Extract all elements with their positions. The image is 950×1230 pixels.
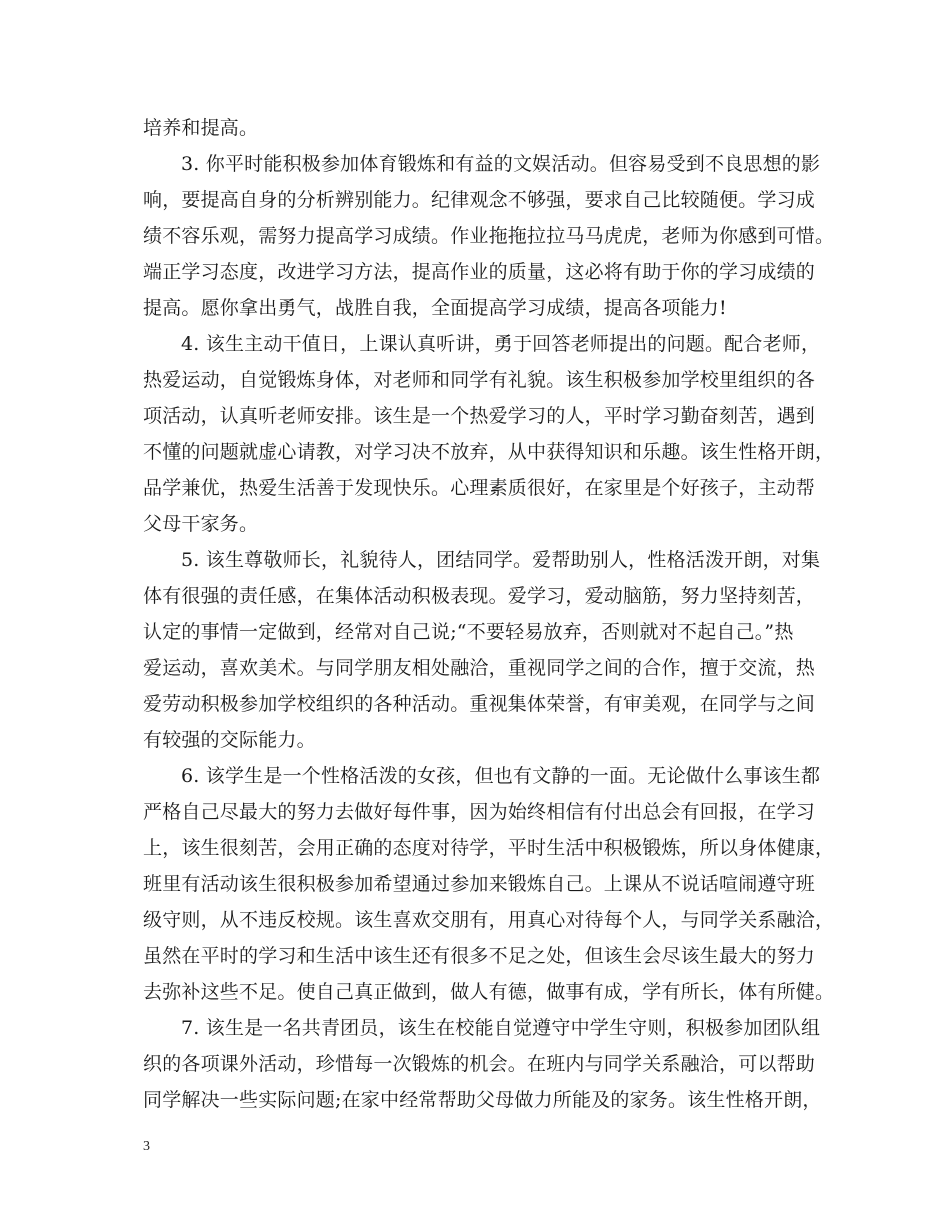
page-number: 3: [143, 1139, 150, 1154]
text-line: 不懂的问题就虚心请教，对学习决不放弃，从中获得知识和乐趣。该生性格开朗，: [143, 441, 835, 463]
text-line: 7. 该生是一名共青团员，该生在校能自觉遵守中学生守则，积极参加团队组: [181, 1017, 821, 1039]
text-line: 热爱运动，自觉锻炼身体，对老师和同学有礼貌。该生积极参加学校里组织的各: [143, 369, 816, 391]
text-line: 虽然在平时的学习和生活中该生还有很多不足之处，但该生会尽该生最大的努力: [143, 945, 816, 967]
text-line: 4. 该生主动干值日，上课认真听讲，勇于回答老师提出的问题。配合老师，: [181, 333, 821, 355]
text-line: 培养和提高。: [143, 117, 259, 139]
text-line: 爱运动，喜欢美术。与同学朋友相处融洽，重视同学之间的合作，擅于交流，热: [143, 657, 816, 679]
text-line: 体有很强的责任感，在集体活动积极表现。爱学习，爱动脑筋，努力坚持刻苦，: [143, 585, 816, 607]
text-line: 班里有活动该生很积极参加希望通过参加来锻炼自己。上课从不说话喧闹遵守班: [143, 873, 816, 895]
text-line: 爱劳动积极参加学校组织的各种活动。重视集体荣誉，有审美观，在同学与之间: [143, 693, 816, 715]
text-line: 去弥补这些不足。使自己真正做到，做人有德，做事有成，学有所长，体有所健。: [143, 981, 835, 1003]
text-line: 严格自己尽最大的努力去做好每件事，因为始终相信有付出总会有回报，在学习: [143, 801, 816, 823]
text-line: 3. 你平时能积极参加体育锻炼和有益的文娱活动。但容易受到不良思想的影: [181, 153, 821, 175]
text-line: 品学兼优，热爱生活善于发现快乐。心理素质很好，在家里是个好孩子，主动帮: [143, 477, 816, 499]
text-line: 提高。愿你拿出勇气，战胜自我，全面提高学习成绩，提高各项能力!: [143, 297, 727, 319]
text-line: 级守则，从不违反校规。该生喜欢交朋有，用真心对待每个人，与同学关系融洽，: [143, 909, 835, 931]
text-line: 织的各项课外活动，珍惜每一次锻炼的机会。在班内与同学关系融洽，可以帮助: [143, 1053, 816, 1075]
text-line: 同学解决一些实际问题;在家中经常帮助父母做力所能及的家务。该生性格开朗，: [143, 1089, 822, 1111]
text-line: 认定的事情一定做到，经常对自己说;“不要轻易放弃，否则就对不起自己。”热: [143, 621, 794, 643]
text-line: 项活动，认真听老师安排。该生是一个热爱学习的人，平时学习勤奋刻苦，遇到: [143, 405, 816, 427]
text-line: 有较强的交际能力。: [143, 729, 316, 751]
text-line: 上，该生很刻苦，会用正确的态度对待学，平时生活中积极锻炼，所以身体健康，: [143, 837, 835, 859]
text-line: 父母干家务。: [143, 513, 259, 535]
text-line: 端正学习态度，改进学习方法，提高作业的质量，这必将有助于你的学习成绩的: [143, 261, 816, 283]
text-line: 响，要提高自身的分析辨别能力。纪律观念不够强，要求自己比较随便。学习成: [143, 189, 816, 211]
text-line: 5. 该生尊敬师长，礼貌待人，团结同学。爱帮助别人，性格活泼开朗，对集: [181, 549, 821, 571]
text-line: 6. 该学生是一个性格活泼的女孩，但也有文静的一面。无论做什么事该生都: [181, 765, 821, 787]
text-line: 绩不容乐观，需努力提高学习成绩。作业拖拖拉拉马马虎虎，老师为你感到可惜。: [143, 225, 835, 247]
